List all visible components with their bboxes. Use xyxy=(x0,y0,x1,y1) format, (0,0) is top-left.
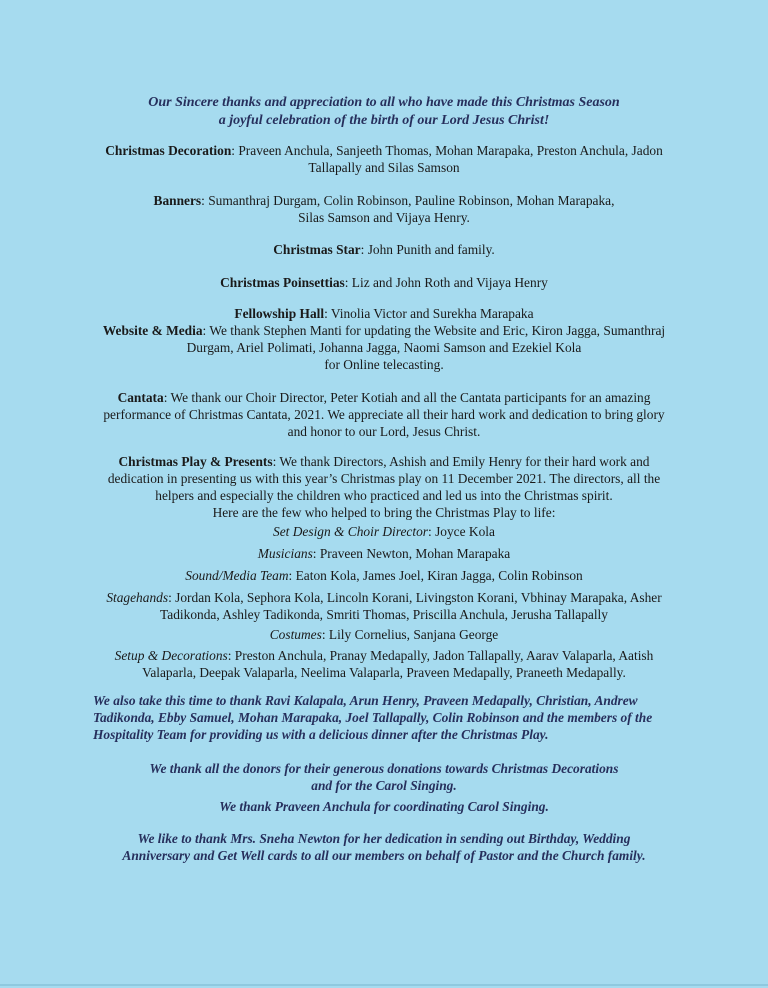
stagehands-text-2: Tadikonda, Ashley Tadikonda, Smriti Thomas, Priscilla Anchula, Jerusha Tallapally xyxy=(160,607,608,622)
section-sound xyxy=(40,567,728,584)
thanks-cards-line-2: Anniversary and Get Well cards to all our members on behalf of Pastor and the Church family. xyxy=(122,848,646,863)
heading xyxy=(0,94,768,130)
section-musicians xyxy=(40,545,728,562)
website-text-2: Durgam, Ariel Polimati, Johanna Jagga, Naomi Samson and Ezekiel Kola xyxy=(186,340,582,355)
section-set-design xyxy=(40,523,728,540)
sound-text: : Eaton Kola, James Joel, Kiran Jagga, Colin Robinson xyxy=(288,568,583,583)
section-stagehands xyxy=(40,589,728,623)
setup-text: : Preston Anchula, Pranay Medapally, Jadon Tallapally, Aarav Valaparla, Aatish xyxy=(227,648,654,663)
play-label: Christmas Play & Presents xyxy=(118,454,273,469)
star-text: : John Punith and family. xyxy=(360,242,495,257)
thanks-cards-line-1: We like to thank Mrs. Sneha Newton for her dedication in sending out Birthday, Wedding xyxy=(137,831,631,846)
section-play xyxy=(40,453,728,521)
setup-text-2: Valaparla, Deepak Valaparla, Neelima Valaparla, Praveen Medapally, Praneeth Medapally. xyxy=(142,665,626,680)
setup-label: Setup & Decorations xyxy=(114,648,228,663)
poinsettias-text: : Liz and John Roth and Vijaya Henry xyxy=(344,275,548,290)
banners-label: Banners xyxy=(153,193,202,208)
heading-line-1: Our Sincere thanks and appreciation to all who have made this Christmas Season xyxy=(148,95,620,110)
section-costumes xyxy=(40,626,728,643)
thanks-donors xyxy=(40,760,728,794)
section-setup xyxy=(40,647,728,681)
thanks-dinner xyxy=(93,692,693,743)
section-fellowship xyxy=(60,305,708,322)
thanks-carol-line-1: We thank Praveen Anchula for coordinating Carol Singing. xyxy=(219,799,549,814)
thanks-donors-line-2: and for the Carol Singing. xyxy=(311,778,457,793)
banners-text: : Sumanthraj Durgam, Colin Robinson, Pauline Robinson, Mohan Marapaka, xyxy=(201,193,615,208)
decoration-label: Christmas Decoration xyxy=(105,143,232,158)
cantata-text-2: performance of Christmas Cantata, 2021. We appreciate all their hard work and dedication to bring glory xyxy=(103,407,665,422)
stagehands-label: Stagehands xyxy=(106,590,169,605)
website-text: : We thank Stephen Manti for updating the Website and Eric, Kiron Jagga, Sumanthraj xyxy=(202,323,666,338)
set-design-label: Set Design & Choir Director xyxy=(273,524,429,539)
decoration-text: : Praveen Anchula, Sanjeeth Thomas, Mohan Marapaka, Preston Anchula, Jadon xyxy=(231,143,663,158)
thanks-donors-line-1: We thank all the donors for their generous donations towards Christmas Decorations xyxy=(149,761,619,776)
website-label: Website & Media xyxy=(102,323,203,338)
website-text-3: for Online telecasting. xyxy=(324,357,444,372)
banners-text-2: Silas Samson and Vijaya Henry. xyxy=(298,210,470,225)
section-cantata xyxy=(40,389,728,440)
section-website xyxy=(40,322,728,373)
section-poinsettias xyxy=(60,274,708,291)
section-banners xyxy=(60,192,708,226)
fellowship-label: Fellowship Hall xyxy=(234,306,325,321)
thanks-dinner-line-3: Hospitality Team for providing us with a delicious dinner after the Christmas Play. xyxy=(93,727,549,742)
thanks-carol xyxy=(40,798,728,815)
poinsettias-label: Christmas Poinsettias xyxy=(220,275,345,290)
musicians-label: Musicians xyxy=(257,546,313,561)
cantata-text: : We thank our Choir Director, Peter Kotiah and all the Cantata participants for an amazing xyxy=(163,390,651,405)
costumes-text: : Lily Cornelius, Sanjana George xyxy=(321,627,499,642)
sound-label: Sound/Media Team xyxy=(185,568,289,583)
play-text-2: dedication in presenting us with this year’s Christmas play on 11 December 2021. The directors, all the xyxy=(107,471,661,486)
stagehands-text: : Jordan Kola, Sephora Kola, Lincoln Korani, Livingston Korani, Vbhinay Marapaka, Asher xyxy=(168,590,662,605)
heading-line-2: a joyful celebration of the birth of our Lord Jesus Christ! xyxy=(218,113,550,128)
play-text-4: Here are the few who helped to bring the Christmas Play to life: xyxy=(212,505,556,520)
thanks-cards xyxy=(40,830,728,864)
decoration-text-2: Tallapally and Silas Samson xyxy=(308,160,460,175)
cantata-label: Cantata xyxy=(117,390,164,405)
fellowship-text: : Vinolia Victor and Surekha Marapaka xyxy=(324,306,534,321)
section-decoration xyxy=(60,142,708,176)
musicians-text: : Praveen Newton, Mohan Marapaka xyxy=(312,546,511,561)
play-text: : We thank Directors, Ashish and Emily Henry for their hard work and xyxy=(272,454,650,469)
star-label: Christmas Star xyxy=(273,242,361,257)
set-design-text: : Joyce Kola xyxy=(428,524,495,539)
scan-edge-line xyxy=(0,984,768,986)
thanks-dinner-line-2: Tadikonda, Ebby Samuel, Mohan Marapaka, Joel Tallapally, Colin Robinson and the members of the xyxy=(93,710,653,725)
costumes-label: Costumes xyxy=(269,627,322,642)
thanks-dinner-line-1: We also take this time to thank Ravi Kalapala, Arun Henry, Praveen Medapally, Christian, Andrew xyxy=(93,693,638,708)
cantata-text-3: and honor to our Lord, Jesus Christ. xyxy=(287,424,481,439)
section-star xyxy=(60,241,708,258)
play-text-3: helpers and especially the children who practiced and led us into the Christmas spirit. xyxy=(155,488,613,503)
